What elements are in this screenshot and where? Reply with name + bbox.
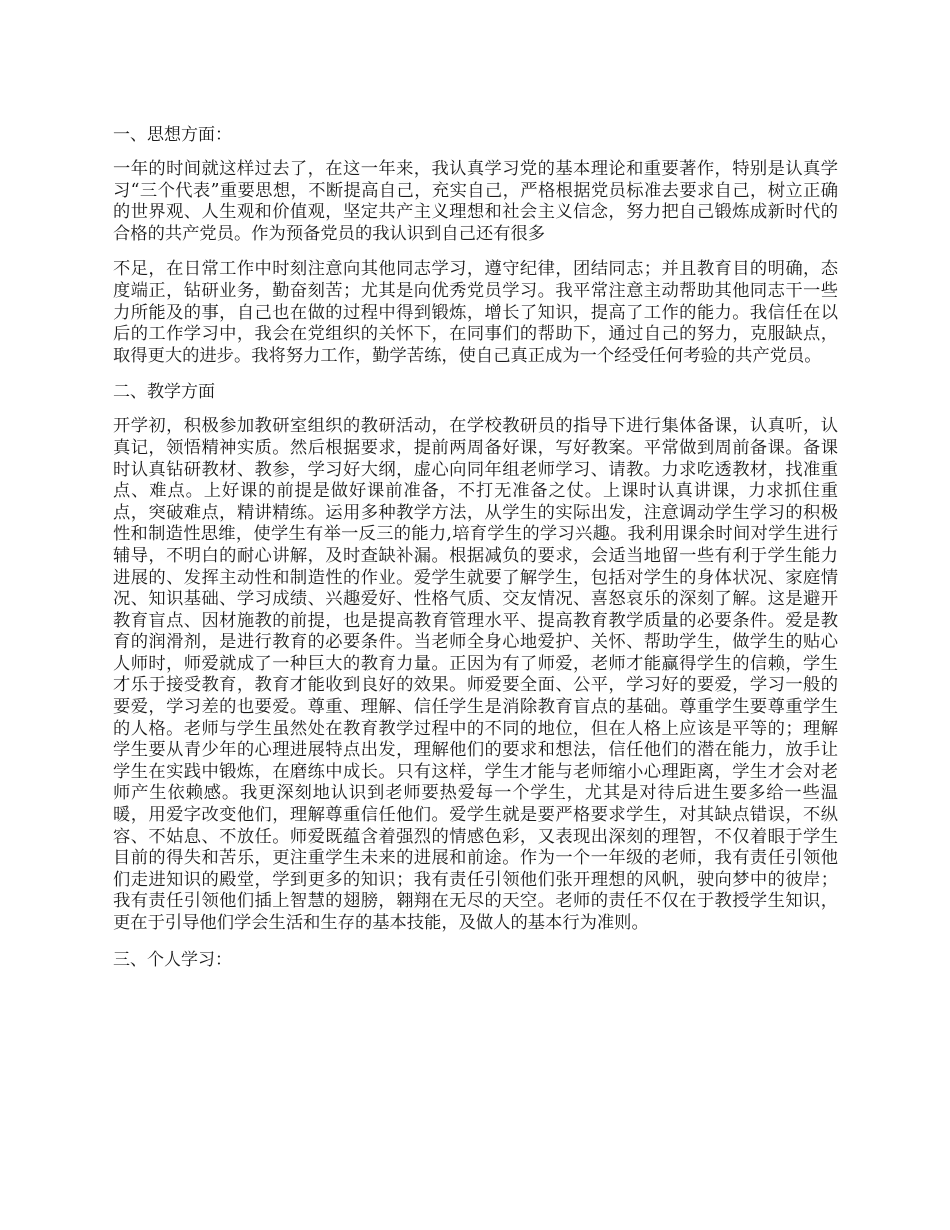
paragraph-ideology-1: 一年的时间就这样过去了，在这一年来，我认真学习党的基本理论和重要著作，特别是认真学习“三个代表”重要思想，不断提高自己，充实自己，严格根据党员标准去要求自己，树立正确的世界观、人生观和价值观，坚定共产主义理想和社会主义信念，努力把自己锻炼成新时代的合格的共产党员。作为预备党员的我认识到自己还有很多: [113, 159, 838, 244]
section-heading-teaching: 二、教学方面: [113, 382, 215, 403]
paragraph-ideology-2: 不足，在日常工作中时刻注意向其他同志学习，遵守纪律，团结同志；并且教育目的明确，态度端正，钻研业务，勤奋刻苦；尤其是向优秀党员学习。我平常注意主动帮助其他同志干一些力所能及的事，自己也在做的过程中得到锻炼，增长了知识，提高了工作的能力。我信任在以后的工作学习中，我会在党组织的关怀下，在同事们的帮助下，通过自己的努力，克服缺点，取得更大的进步。我将努力工作，勤学苦练，使自己真正成为一个经受任何考验的共产党员。: [113, 259, 838, 366]
section-heading-personal-study: 三、个人学习：: [113, 949, 232, 970]
document-page: [113, 124, 838, 984]
section-heading-ideology: 一、思想方面：: [113, 125, 232, 145]
paragraph-teaching: 开学初，积极参加教研室组织的教研活动，在学校教研员的指导下进行集体备课，认真听，认真记，领悟精神实质。然后根据要求，提前两周备好课，写好教案。平常做到周前备课。备课时认真钻研教材、教参，学习好大纲，虚心向同年组老师学习、请教。力求吃透教材，找准重点、难点。上好课的前提是做好课前准备，不打无准备之仗。上课时认真讲课，力求抓住重点，突破难点，精讲精练。运用多种教学方法，从学生的实际出发，注意调动学生学习的积极性和制造性思维，使学生有举一反三的能力,培育学生的学习兴趣。我利用课余时间对学生进行辅导，不明白的耐心讲解，及时查缺补漏。根据减负的要求，会适当地留一些有利于学生能力进展的、发挥主动性和制造性的作业。爱学生就要了解学生，包括对学生的身体状况、家庭情况、知识基础、学习成绩、兴趣爱好、性格气质、交友情况、喜怒哀乐的深刻了解。这是避开教育盲点、因材施教的前提，也是提高教育管理水平、提高教育教学质量的必要条件。爱是教育的润滑剂，是进行教育的必要条件。当老师全身心地爱护、关怀、帮助学生，做学生的贴心人师时，师爱就成了一种巨大的教育力量。正因为有了师爱，老师才能赢得学生的信赖，学生才乐于接受教育，教育才能收到良好的效果。师爱要全面、公平，学习好的要爱，学习一般的要爱，学习差的也要爱。尊重、理解、信任学生是消除教育盲点的基础。尊重学生要尊重学生的人格。老师与学生虽然处在教育教学过程中的不同的地位，但在人格上应该是平等的；理解学生要从青少年的心理进展特点出发，理解他们的要求和想法，信任他们的潜在能力，放手让学生在实践中锻炼，在磨练中成长。只有这样，学生才能与老师缩小心理距离，学生才会对老师产生依赖感。我更深刻地认识到老师要热爱每一个学生，尤其是对待后进生要多给一些温暖，用爱字改变他们，理解尊重信任他们。爱学生就是要严格要求学生，对其缺点错误，不纵容、不姑息、不放任。师爱既蕴含着强烈的情感色彩，又表现出深刻的理智，不仅着眼于学生目前的得失和苦乐，更注重学生未来的进展和前途。作为一个一年级的老师，我有责任引领他们走进知识的殿堂，学到更多的知识；我有责任引领他们张开理想的风帆，驶向梦中的彼岸；我有责任引领他们插上智慧的翅膀，翱翔在无尽的天空。老师的责任不仅在于教授学生知识，更在于引导他们学会生活和生存的基本技能，及做人的基本行为准则。: [113, 416, 838, 933]
